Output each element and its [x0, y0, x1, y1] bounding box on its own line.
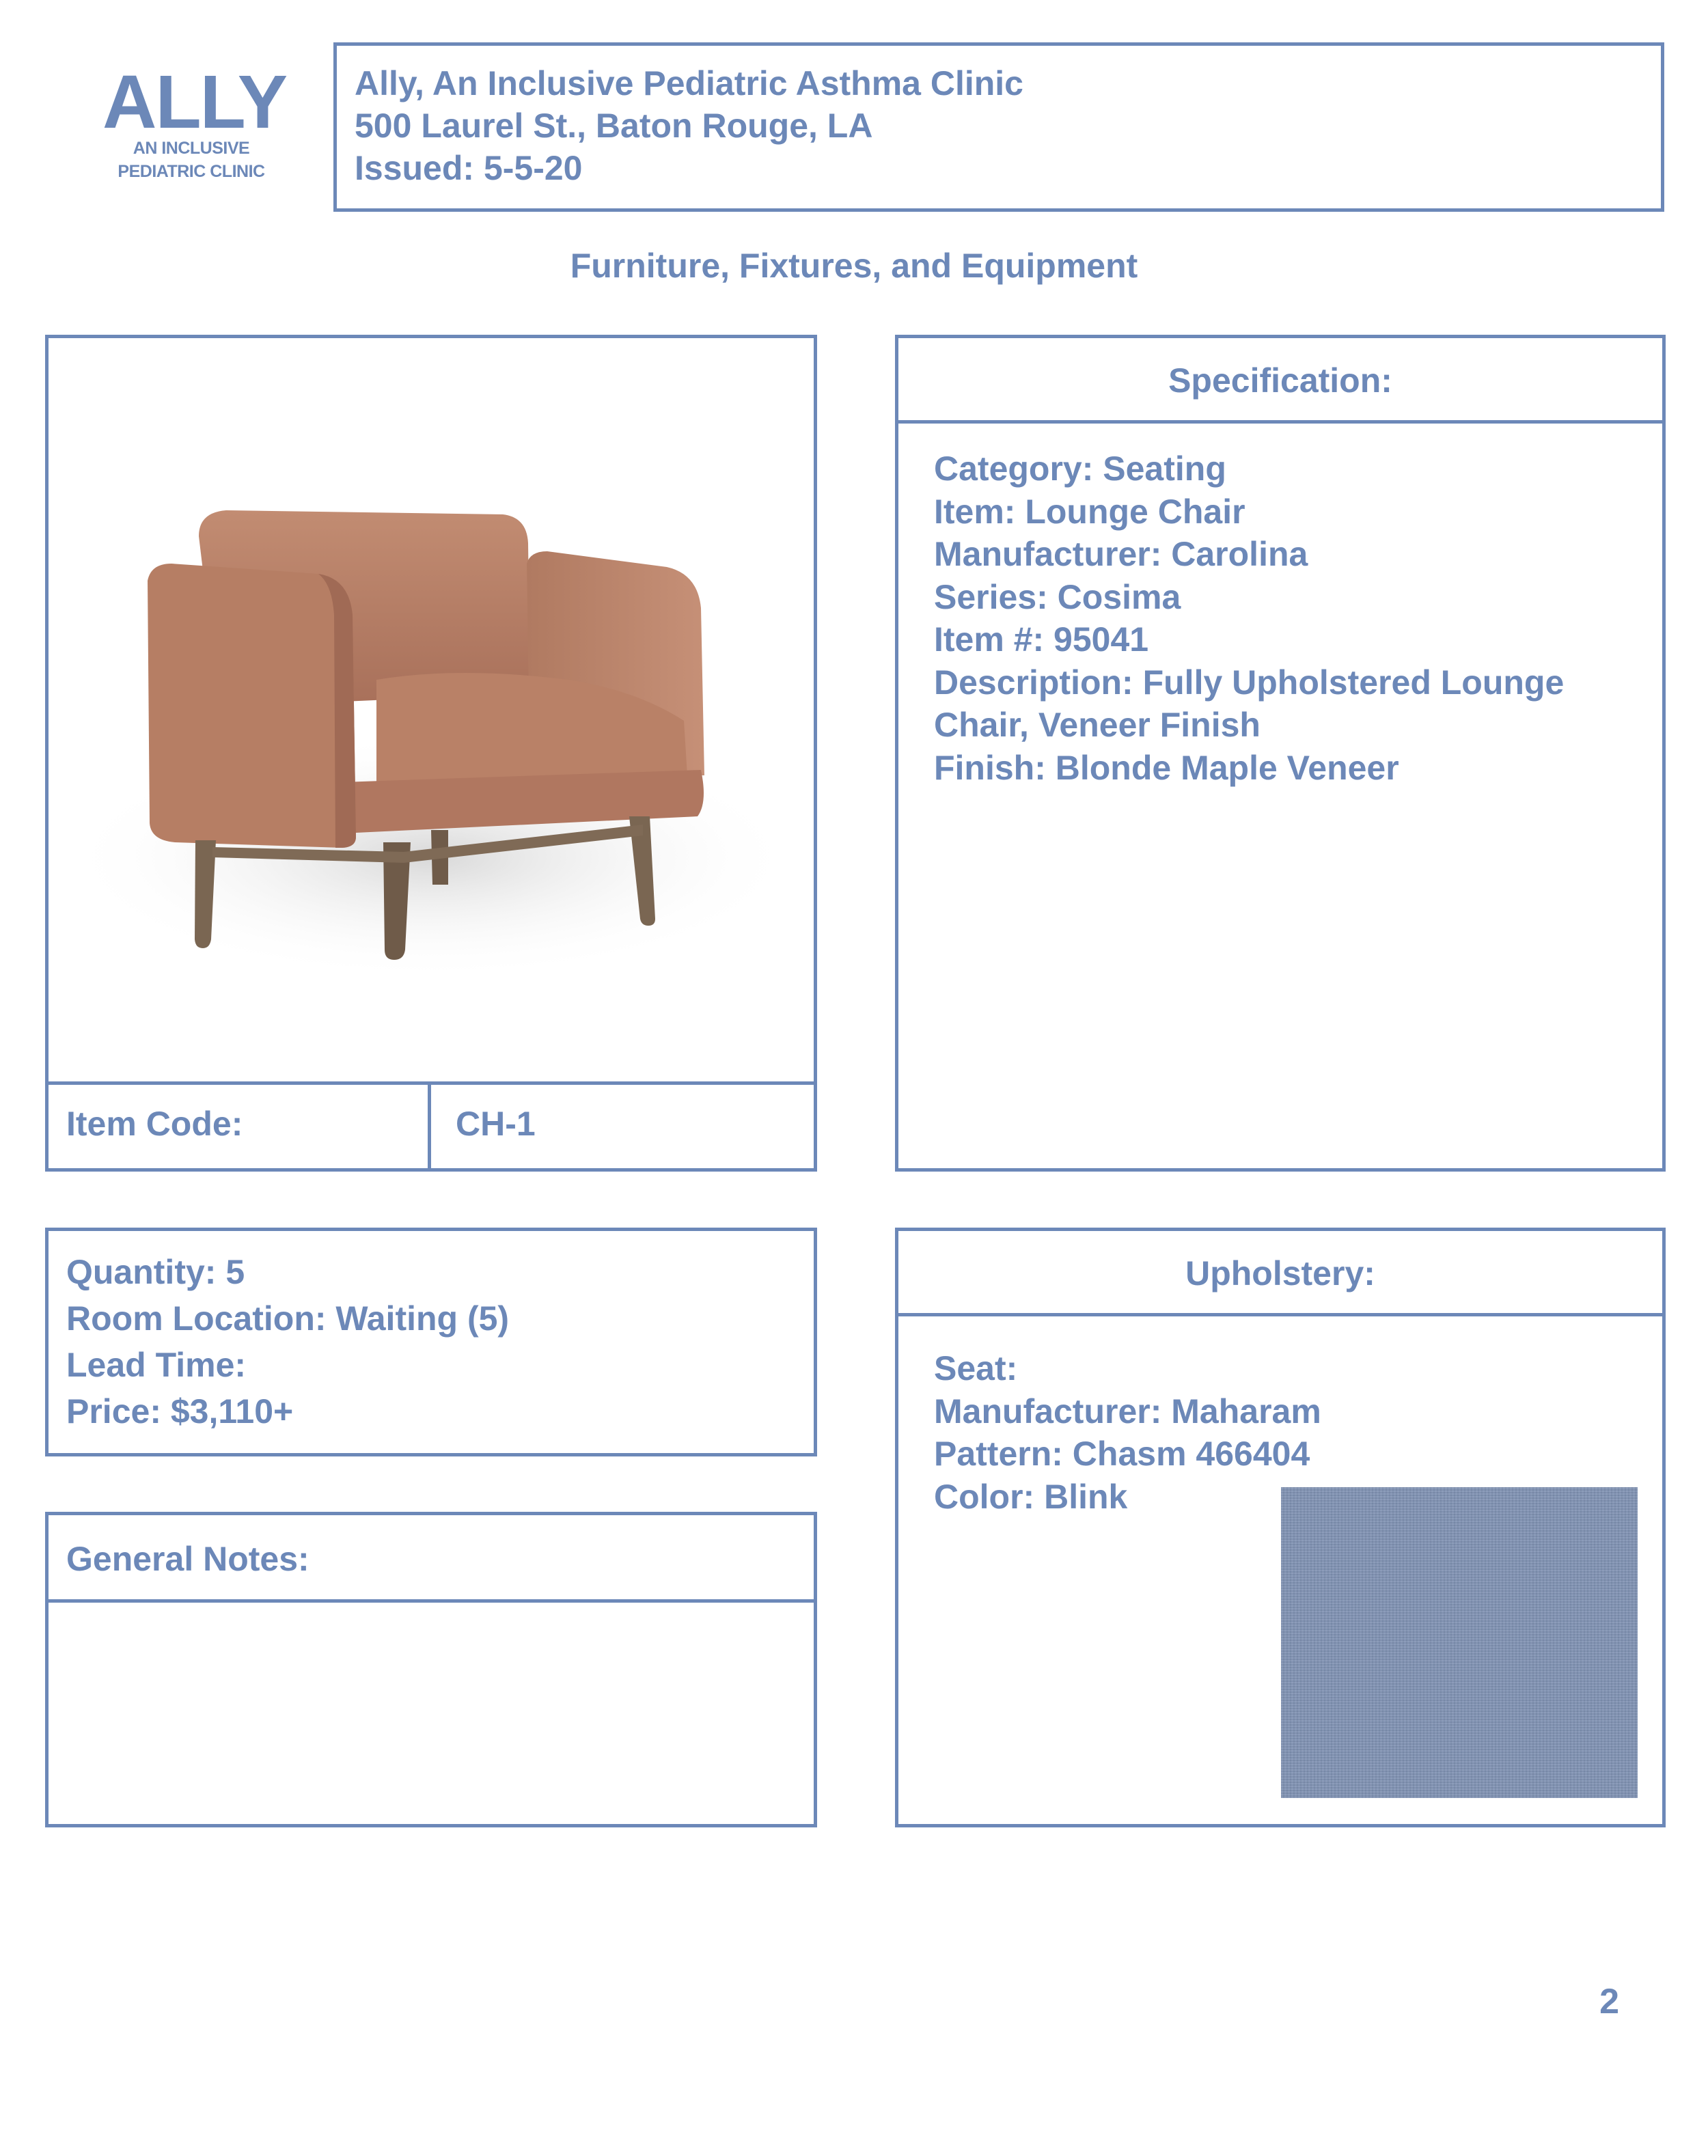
logo-title: ALLY [102, 60, 287, 144]
product-image-box [45, 335, 817, 1172]
clinic-logo [102, 60, 287, 183]
lead-time: Lead Time: [66, 1346, 247, 1384]
general-notes-heading: General Notes: [66, 1540, 309, 1578]
spec-finish: Finish: Blonde Maple Veneer [934, 748, 1399, 787]
item-code-value: CH-1 [456, 1105, 536, 1143]
header-box [333, 42, 1664, 212]
fabric-swatch [1281, 1487, 1638, 1798]
document-title: Furniture, Fixtures, and Equipment [570, 247, 1138, 285]
spec-description-line-2: Chair, Veneer Finish [934, 706, 1261, 744]
spec-description-line-1: Description: Fully Upholstered Lounge [934, 663, 1565, 702]
page-number: 2 [1599, 1982, 1619, 2021]
divider [898, 420, 1662, 424]
details-box [45, 1228, 817, 1456]
item-code-label: Item Code: [66, 1105, 243, 1143]
upholstery-box [895, 1228, 1666, 1827]
logo-line-2: PEDIATRIC CLINIC [118, 162, 265, 181]
upholstery-pattern: Pattern: Chasm 466404 [934, 1435, 1310, 1473]
spec-item-number: Item #: 95041 [934, 620, 1149, 659]
upholstery-color: Color: Blink [934, 1477, 1128, 1516]
clinic-address: 500 Laurel St., Baton Rouge, LA [355, 107, 873, 145]
spec-manufacturer: Manufacturer: Carolina [934, 535, 1308, 573]
logo-line-1: AN INCLUSIVE [133, 139, 250, 158]
upholstery-seat: Seat: [934, 1349, 1018, 1387]
divider [49, 1599, 814, 1603]
specification-box [895, 335, 1666, 1172]
divider [898, 1313, 1662, 1316]
divider [428, 1085, 431, 1168]
spec-item: Item: Lounge Chair [934, 492, 1245, 531]
clinic-name: Ally, An Inclusive Pediatric Asthma Clinic [355, 64, 1023, 102]
upholstery-manufacturer: Manufacturer: Maharam [934, 1392, 1321, 1431]
specification-heading: Specification: [1168, 361, 1392, 400]
quantity: Quantity: 5 [66, 1253, 245, 1291]
upholstery-heading: Upholstery: [1185, 1254, 1375, 1293]
spec-category: Category: Seating [934, 450, 1226, 488]
issued-date: Issued: 5-5-20 [355, 149, 583, 187]
general-notes-box [45, 1512, 817, 1827]
price: Price: $3,110+ [66, 1392, 294, 1431]
lounge-chair-illustration [49, 338, 814, 1081]
room-location: Room Location: Waiting (5) [66, 1299, 510, 1338]
spec-series: Series: Cosima [934, 577, 1181, 616]
product-image [49, 338, 814, 1085]
